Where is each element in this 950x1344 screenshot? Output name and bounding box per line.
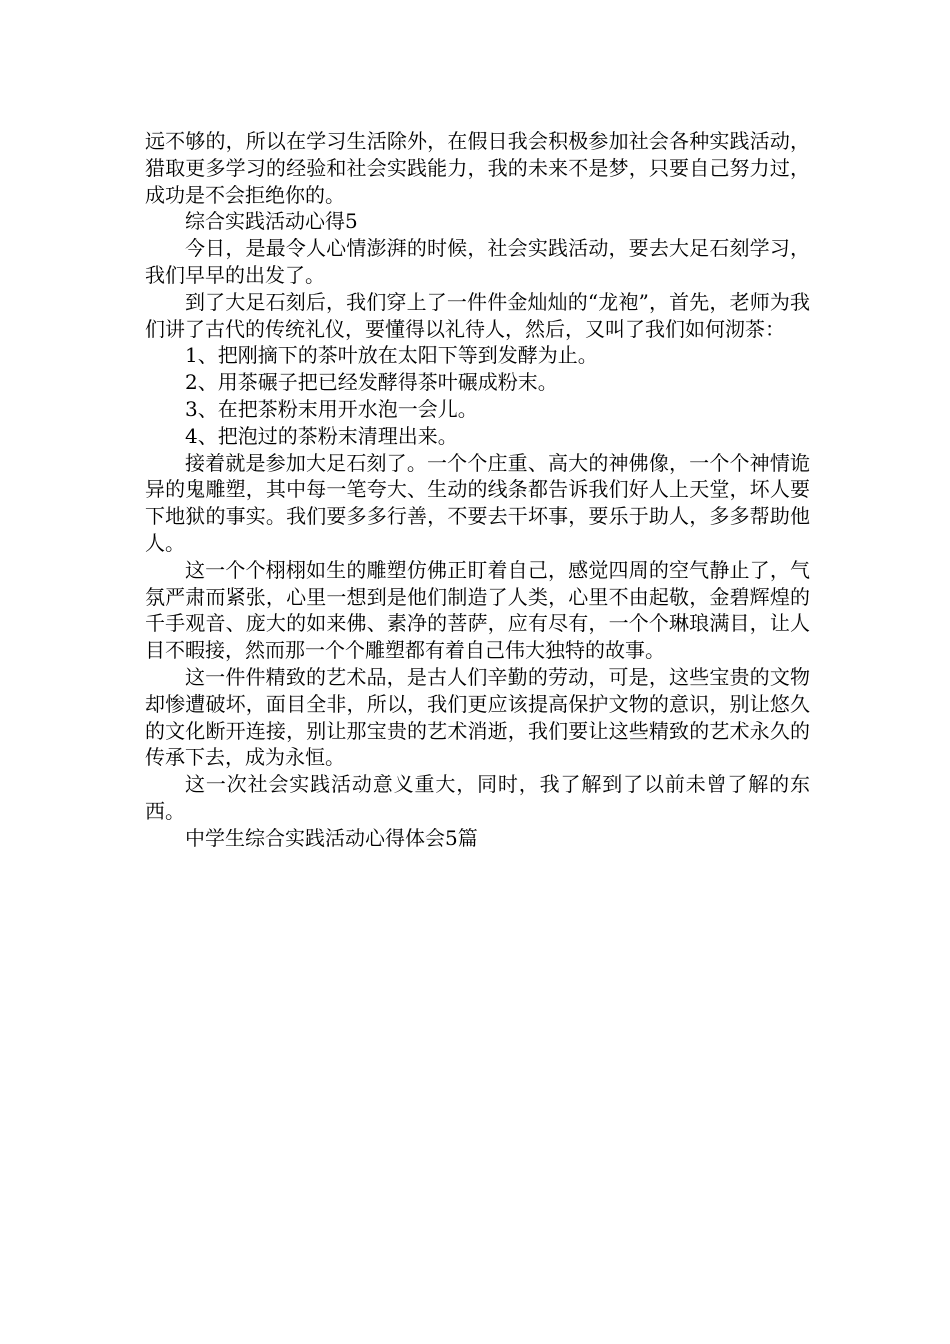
paragraph: 这一件件精致的艺术品，是古人们辛勤的劳动，可是，这些宝贵的文物却惨遭破坏，面目全非，所以，我们更应该提高保护文物的意识，别让悠久的文化断开连接，别让那宝贵的艺术消逝，我们要让这些精致的艺术永久的传承下去，成为永恒。 xyxy=(145,664,810,770)
paragraph-continuation: 远不够的，所以在学习生活除外，在假日我会积极参加社会各种实践活动，猎取更多学习的经验和社会实践能力，我的未来不是梦，只要自己努力过，成功是不会拒绝你的。 xyxy=(145,129,810,207)
paragraph: 到了大足石刻后，我们穿上了一件件金灿灿的“龙袍”，首先，老师为我们讲了古代的传统礼仪，要懂得以礼待人，然后，又叫了我们如何沏茶： xyxy=(145,289,810,341)
paragraph: 接着就是参加大足石刻了。一个个庄重、高大的神佛像，一个个神情诡异的鬼雕塑，其中每一笔夸大、生动的线条都告诉我们好人上天堂，坏人要下地狱的事实。我们要多多行善，不要去干坏事，要乐于助人，多多帮助他人。 xyxy=(145,450,810,555)
list-item: 1、把刚摘下的茶叶放在太阳下等到发酵为止。 xyxy=(185,343,598,368)
list-item: 2、用茶碾子把已经发酵得茶叶碾成粉末。 xyxy=(185,370,558,395)
list-item: 4、把泡过的茶粉末清理出来。 xyxy=(185,423,458,448)
paragraph: 这一次社会实践活动意义重大，同时，我了解到了以前未曾了解的东西。 xyxy=(145,772,810,823)
closing-title: 中学生综合实践活动心得体会5篇 xyxy=(185,825,478,850)
paragraph: 今日，是最令人心情澎湃的时候，社会实践活动，要去大足石刻学习，我们早早的出发了。 xyxy=(145,236,810,287)
paragraph: 这一个个栩栩如生的雕塑仿佛正盯着自己，感觉四周的空气静止了，气氛严肃而紧张，心里一想到是他们制造了人类，心里不由起敬，金碧辉煌的千手观音、庞大的如来佛、素净的菩萨，应有尽有，一个个琳琅满目，让人目不暇接，然而那一个个雕塑都有着自己伟大独特的故事。 xyxy=(145,557,810,663)
list-item: 3、在把茶粉末用开水泡一会儿。 xyxy=(185,396,478,421)
section-heading: 综合实践活动心得5 xyxy=(185,209,358,234)
document-body xyxy=(145,128,810,852)
